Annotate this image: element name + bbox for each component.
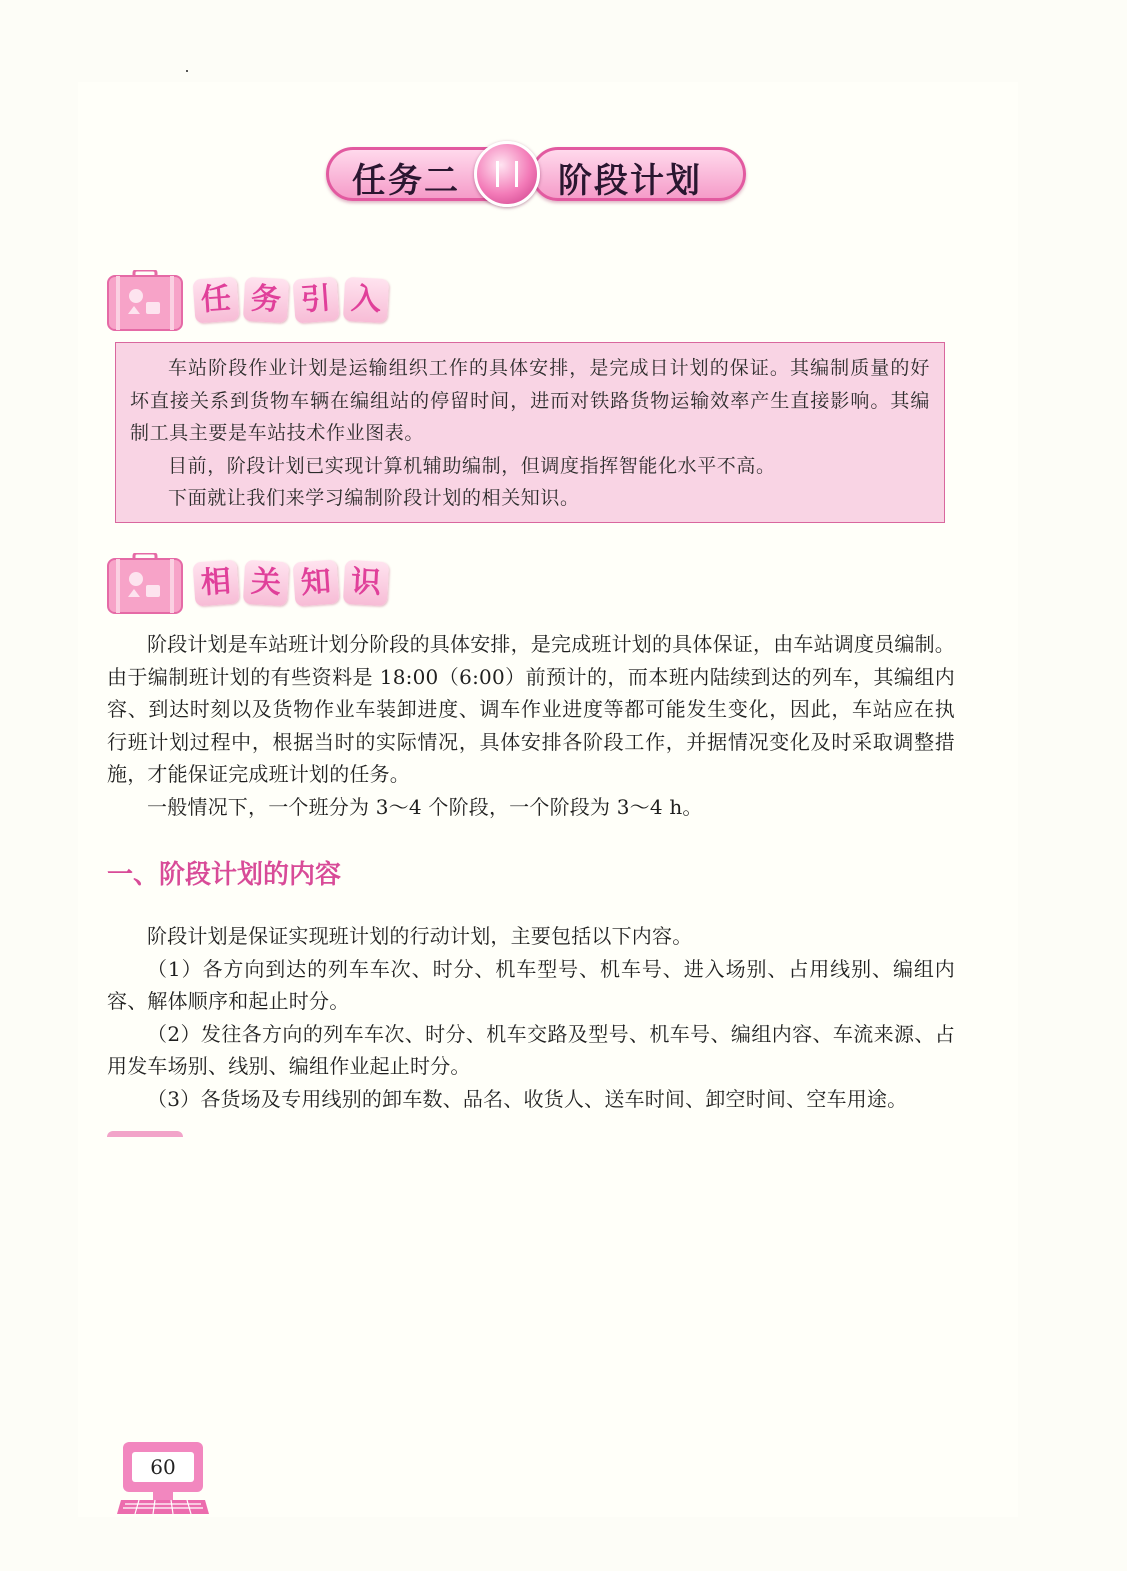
title-banner [326, 141, 746, 209]
intro-paragraph: 下面就让我们来学习编制阶段计划的相关知识。 [168, 487, 580, 509]
title-tile: 关 [243, 560, 289, 606]
page-number: 60 [132, 1452, 194, 1482]
intro-paragraph: 车站阶段作业计划是运输组织工作的具体安排，是完成日计划的保证。其编制质量的好坏直接关系到货物车辆在编组站的停留时间，进而对铁路货物运输效率产生直接影响。其编制工具主要是车站技术作业图表。 [130, 357, 930, 444]
section-header-knowledge [106, 549, 406, 619]
knowledge-body [107, 628, 955, 824]
decorative-bar [107, 1131, 183, 1137]
section-title-tiles [194, 278, 394, 322]
section-heading: 一、阶段计划的内容 [107, 860, 342, 890]
body-paragraph: 一般情况下，一个班分为 3～4 个阶段，一个阶段为 3～4 h。 [147, 794, 703, 819]
title-tile: 务 [243, 277, 289, 323]
suitcase-icon [106, 553, 184, 615]
body-paragraph: 阶段计划是保证实现班计划的行动计划，主要包括以下内容。 [147, 924, 693, 948]
title-tile: 引 [293, 277, 340, 324]
intro-box [115, 342, 945, 523]
title-tile: 相 [193, 560, 240, 607]
section-title-tiles [194, 561, 394, 605]
page-number-badge [117, 1440, 209, 1516]
task-number: 任务二 [352, 161, 460, 201]
body-paragraph: （2）发往各方向的列车车次、时分、机车交路及型号、机车号、编组内容、车流来源、占用发车场别、线别、编组作业起止时分。 [107, 1021, 955, 1079]
body-paragraph: 阶段计划是车站班计划分阶段的具体安排，是完成班计划的具体保证，由车站调度员编制。由于编制班计划的有些资料是 18:00（6:00）前预计的，而本班内陆续到达的列车，其编组内容、到达时刻以及货物作业车装卸进度、调车作业进度等都可能发生变化，因此，车站应在执行班计划过程中，根据当时的实际情况，具体安排各阶段工作，并据情况变化及时采取调整措施，才能保证完成班计划的任务。 [107, 632, 955, 787]
suitcase-icon [106, 270, 184, 332]
title-tile: 知 [293, 560, 340, 607]
body-paragraph: （1）各方向到达的列车车次、时分、机车型号、机车号、进入场别、占用线别、编组内容、解体顺序和起止时分。 [107, 956, 955, 1014]
section-header-intro [106, 266, 406, 336]
title-tile: 识 [343, 560, 389, 606]
title-tile: 任 [193, 277, 240, 324]
body-paragraph: （3）各货场及专用线别的卸车数、品名、收货人、送车时间、卸空时间、空车用途。 [147, 1086, 908, 1111]
pause-badge-icon [474, 141, 540, 207]
content-body [107, 920, 955, 1116]
intro-paragraph: 目前，阶段计划已实现计算机辅助编制，但调度指挥智能化水平不高。 [168, 454, 776, 477]
title-tile: 入 [343, 277, 389, 323]
speck [186, 70, 188, 72]
page-title: 阶段计划 [558, 161, 702, 201]
